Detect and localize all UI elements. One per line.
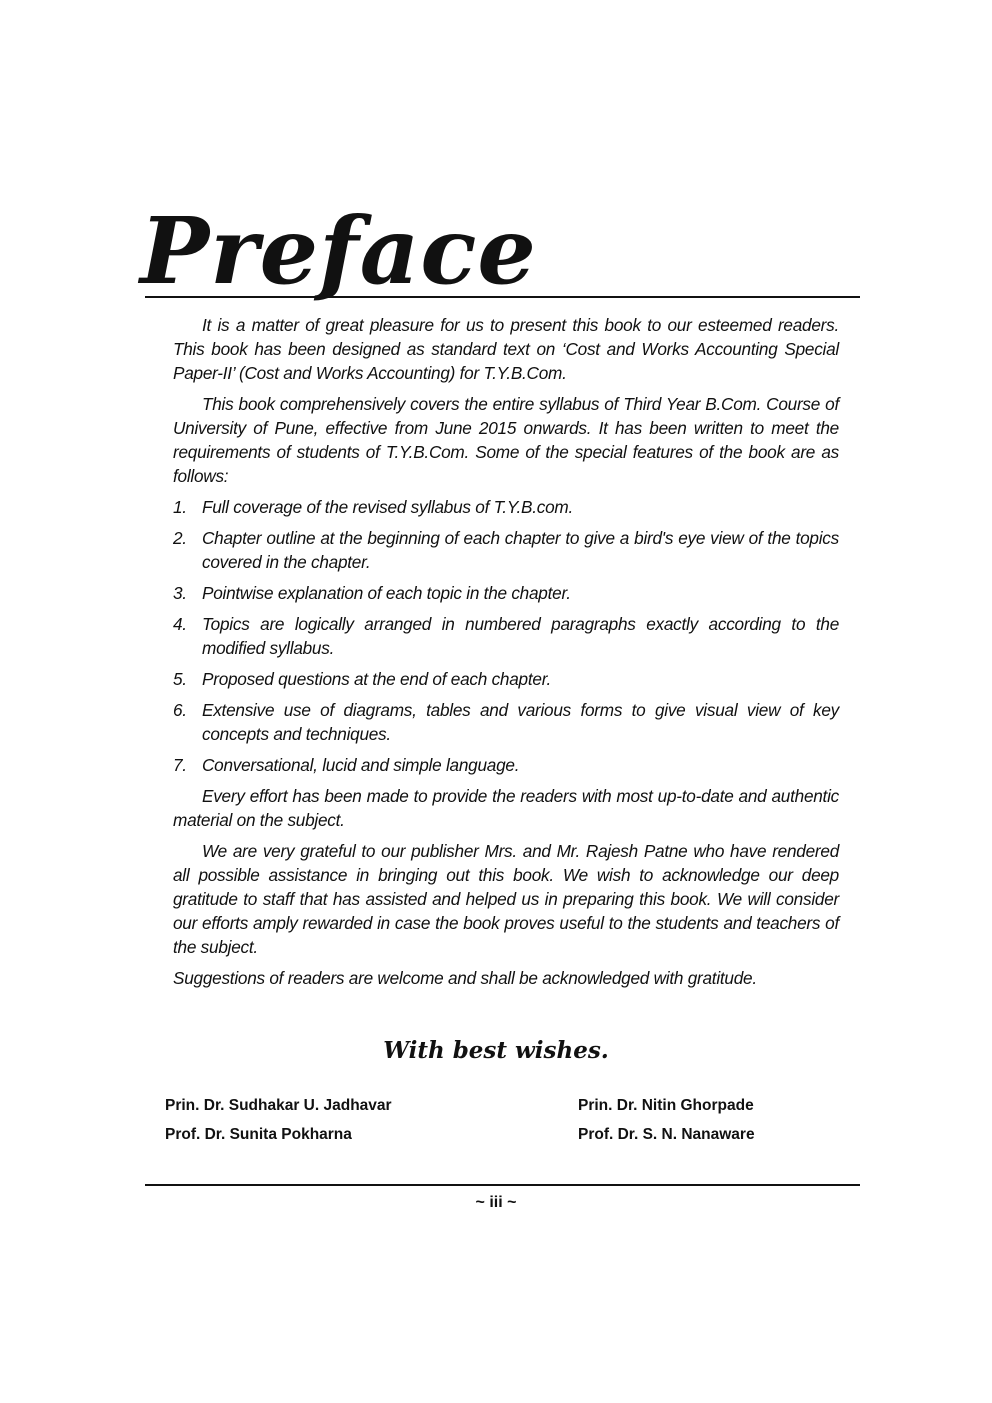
- list-item-text: Conversational, lucid and simple language.: [202, 755, 520, 775]
- author-name: Prof. Dr. Sunita Pokharna: [165, 1126, 352, 1143]
- list-item-number: 7.: [173, 755, 187, 775]
- list-item-number: 6.: [173, 700, 187, 720]
- paragraph-outro-1: Every effort has been made to provide the readers with most up-to-date and authentic material on the subject.: [173, 786, 839, 830]
- list-item-number: 2.: [173, 528, 187, 548]
- author-name: Prof. Dr. S. N. Nanaware: [578, 1126, 755, 1143]
- paragraph-outro-3: Suggestions of readers are welcome and shall be acknowledged with gratitude.: [173, 968, 757, 988]
- list-item-number: 5.: [173, 669, 187, 689]
- list-item-number: 3.: [173, 583, 187, 603]
- paragraph-intro-2: This book comprehensively covers the entire syllabus of Third Year B.Com. Course of University of Pune, effective from June 2015 onwards. It has been written to meet the requirements of students of T.Y.B.Com. Some of the special features of the book are as follows:: [173, 394, 839, 486]
- list-item-number: 1.: [173, 497, 187, 517]
- list-item-text: Topics are logically arranged in numbered paragraphs exactly according to the modified syllabus.: [202, 614, 839, 658]
- list-item: [173, 698, 839, 746]
- list-item: [173, 526, 839, 574]
- list-item-number: 4.: [173, 614, 187, 634]
- features-list: [173, 495, 839, 777]
- page-number: ~ iii ~: [475, 1194, 517, 1211]
- list-item-text: Full coverage of the revised syllabus of T.Y.B.com.: [202, 497, 573, 517]
- closing-wishes: With best wishes.: [383, 1037, 609, 1064]
- list-item-text: Pointwise explanation of each topic in the chapter.: [202, 583, 571, 603]
- page-title: Preface: [140, 197, 537, 305]
- paragraph-intro-1: It is a matter of great pleasure for us to present this book to our esteemed readers. This book has been designed as standard text on ‘Cost and Works Accounting Special Paper-II’ (Cost and Works Accounting) for T.Y.B.Com.: [173, 315, 839, 383]
- list-item-text: Proposed questions at the end of each chapter.: [202, 669, 552, 689]
- list-item: [173, 753, 839, 777]
- list-item: [173, 612, 839, 660]
- list-item: [173, 581, 839, 605]
- paragraph-outro-2: We are very grateful to our publisher Mrs. and Mr. Rajesh Patne who have rendered all possible assistance in bringing out this book. We wish to acknowledge our deep gratitude to staff that has assisted and helped us in preparing this book. We will consider our efforts amply rewarded in case the book proves useful to the students and teachers of the subject.: [173, 841, 839, 957]
- list-item: [173, 667, 839, 691]
- preface-body: [173, 313, 839, 997]
- title-divider: [145, 296, 860, 298]
- footer-divider: [145, 1184, 860, 1186]
- author-name: Prin. Dr. Nitin Ghorpade: [578, 1097, 754, 1114]
- list-item-text: Chapter outline at the beginning of each chapter to give a bird's eye view of the topics covered in the chapter.: [202, 528, 839, 572]
- list-item: [173, 495, 839, 519]
- author-name: Prin. Dr. Sudhakar U. Jadhavar: [165, 1097, 392, 1114]
- list-item-text: Extensive use of diagrams, tables and various forms to give visual view of key concepts and techniques.: [202, 700, 839, 744]
